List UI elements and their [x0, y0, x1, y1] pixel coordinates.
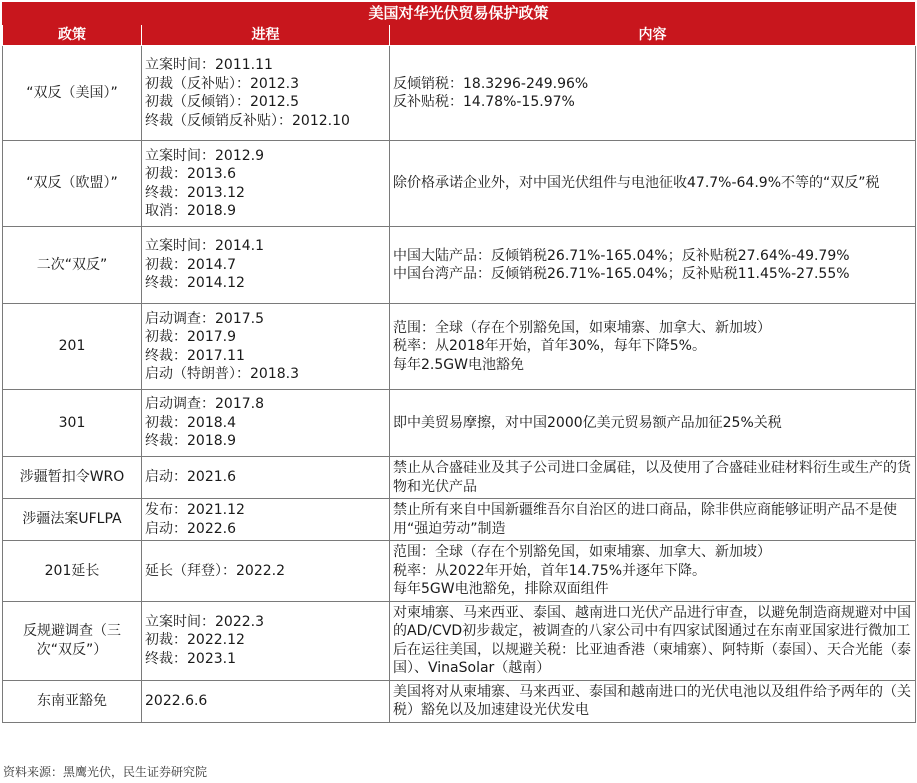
table-row	[3, 46, 916, 141]
cell-policy	[3, 541, 142, 602]
cell-policy	[3, 141, 142, 227]
process-line: 立案时间：2011.11	[145, 57, 273, 73]
cell-process	[142, 46, 390, 141]
policy-name: 东南亚豁免	[37, 692, 107, 709]
cell-process	[142, 499, 390, 541]
cell-policy	[3, 390, 142, 457]
cell-content	[390, 601, 916, 680]
policy-name: 涉疆法案UFLPA	[22, 511, 122, 528]
content-line: 范围：全球（存在个别豁免国，如柬埔寨、加拿大、新加坡）	[393, 319, 771, 336]
process-line: 启动：2021.6	[145, 469, 236, 486]
content-line: 税率：从2022年开始，首年14.75%并逐年下降。	[393, 562, 707, 579]
table-row	[3, 499, 916, 541]
policy-name: 201	[58, 338, 86, 355]
cell-process	[142, 227, 390, 304]
process-line: 启动（特朗普）：2018.3	[145, 366, 299, 382]
content-line: 禁止所有来自中国新疆维吾尔自治区的进口商品，除非供应商能够证明产品不是使用“强迫劳动”制造	[393, 502, 897, 537]
cell-process	[142, 680, 390, 722]
cell-policy	[3, 499, 142, 541]
cell-process	[142, 541, 390, 602]
process-line: 初裁：2018.4	[145, 414, 236, 431]
content-line: 美国将对从柬埔寨、马来西亚、泰国和越南进口的光伏电池以及组件给予两年的（关税）豁免以及加速建设光伏发电	[393, 683, 911, 718]
table-title: 美国对华光伏贸易保护政策	[2, 2, 915, 25]
process-line: 取消：2018.9	[145, 203, 236, 219]
cell-policy	[3, 304, 142, 390]
cell-process	[142, 457, 390, 499]
table-row	[3, 390, 916, 457]
cell-content	[390, 541, 916, 602]
process-line: 初裁（反倾销）：2012.5	[145, 94, 299, 110]
cell-process	[142, 141, 390, 227]
process-line: 终裁：2018.9	[145, 433, 236, 450]
process-line: 启动调查：2017.8	[145, 396, 264, 413]
process-line: 终裁：2023.1	[145, 650, 236, 667]
policy-name: 二次“双反”	[36, 256, 108, 273]
content-line: 每年5GW电池豁免，排除双面组件	[393, 581, 609, 597]
cell-policy	[3, 680, 142, 722]
content-line: 即中美贸易摩擦，对中国2000亿美元贸易额产品加征25%关税	[393, 414, 782, 431]
process-line: 终裁：2013.12	[145, 184, 245, 201]
process-line: 发布：2021.12	[145, 502, 245, 518]
table-row	[3, 227, 916, 304]
cell-process	[142, 304, 390, 390]
content-line: 范围：全球（存在个别豁免国，如柬埔寨、加拿大、新加坡）	[393, 544, 771, 560]
process-line: 立案时间：2014.1	[145, 238, 264, 255]
policy-name: 涉疆暂扣令WRO	[19, 469, 125, 486]
process-line: 终裁：2017.11	[145, 347, 245, 364]
cell-content	[390, 141, 916, 227]
header-content: 内容	[390, 25, 916, 46]
header-row	[3, 25, 916, 46]
content-line: 中国台湾产品：反倾销税26.71%-165.04%；反补贴税11.45%-27.55%	[393, 266, 850, 282]
policy-name: 反规避调查（三次“双反”）	[23, 623, 121, 658]
process-line: 立案时间：2012.9	[145, 147, 264, 164]
cell-policy	[3, 601, 142, 680]
cell-policy	[3, 457, 142, 499]
content-line: 税率：从2018年开始，首年30%，每年下降5%。	[393, 338, 706, 355]
process-line: 终裁（反倾销反补贴）：2012.10	[145, 112, 350, 129]
process-line: 终裁：2014.12	[145, 275, 245, 292]
cell-process	[142, 601, 390, 680]
process-line: 启动调查：2017.5	[145, 310, 264, 327]
process-line: 初裁：2014.7	[145, 256, 236, 273]
table-row	[3, 141, 916, 227]
content-line: 每年2.5GW电池豁免	[393, 356, 524, 373]
source-note: 资料来源：黑鹰光伏，民生证券研究院	[3, 765, 208, 779]
policy-name: “双反（欧盟）”	[26, 175, 118, 192]
cell-content	[390, 499, 916, 541]
cell-content	[390, 46, 916, 141]
process-line: 延长（拜登）：2022.2	[145, 562, 285, 579]
cell-policy	[3, 227, 142, 304]
policy-table	[2, 25, 916, 723]
content-line: 反倾销税：18.3296-249.96%	[393, 75, 589, 92]
process-line: 初裁：2022.12	[145, 632, 245, 649]
header-process: 进程	[142, 25, 390, 46]
table-row	[3, 457, 916, 499]
policy-name: “双反（美国）”	[26, 84, 118, 101]
content-line: 中国大陆产品：反倾销税26.71%-165.04%；反补贴税27.64%-49.79%	[393, 247, 850, 264]
cell-content	[390, 390, 916, 457]
process-line: 初裁（反补贴）：2012.3	[145, 75, 299, 92]
cell-policy	[3, 46, 142, 141]
content-line: 除价格承诺企业外，对中国光伏组件与电池征收47.7%-64.9%不等的“双反”税	[393, 175, 880, 192]
cell-process	[142, 390, 390, 457]
process-line: 初裁：2013.6	[145, 166, 236, 182]
cell-content	[390, 304, 916, 390]
process-line: 2022.6.6	[145, 692, 208, 709]
content-line: 反补贴税：14.78%-15.97%	[393, 94, 575, 110]
table-body	[3, 46, 916, 723]
policy-name: 301	[58, 414, 86, 431]
table-row	[3, 541, 916, 602]
process-line: 启动：2022.6	[145, 520, 236, 537]
cell-content	[390, 227, 916, 304]
cell-content	[390, 680, 916, 722]
process-line: 立案时间：2022.3	[145, 613, 264, 630]
content-line: 禁止从合盛硅业及其子公司进口金属硅，以及使用了合盛硅业硅材料衍生或生产的货物和光伏产品	[393, 460, 911, 495]
content-line: 对柬埔寨、马来西亚、泰国、越南进口光伏产品进行审查，以避免制造商规避对中国的AD/CVD初步裁定，被调查的八家公司中有四家试图通过在东南亚国家进行微加工后在运往美国，以规避关税：比亚迪香港（柬埔寨）、阿特斯（泰国）、天合光能（泰国）、VinaSolar（越南）	[393, 604, 911, 676]
policy-name: 201延长	[44, 562, 100, 579]
table-row	[3, 680, 916, 722]
table-row	[3, 601, 916, 680]
process-line: 初裁：2017.9	[145, 329, 236, 345]
table-row	[3, 304, 916, 390]
header-policy: 政策	[3, 25, 142, 46]
cell-content	[390, 457, 916, 499]
